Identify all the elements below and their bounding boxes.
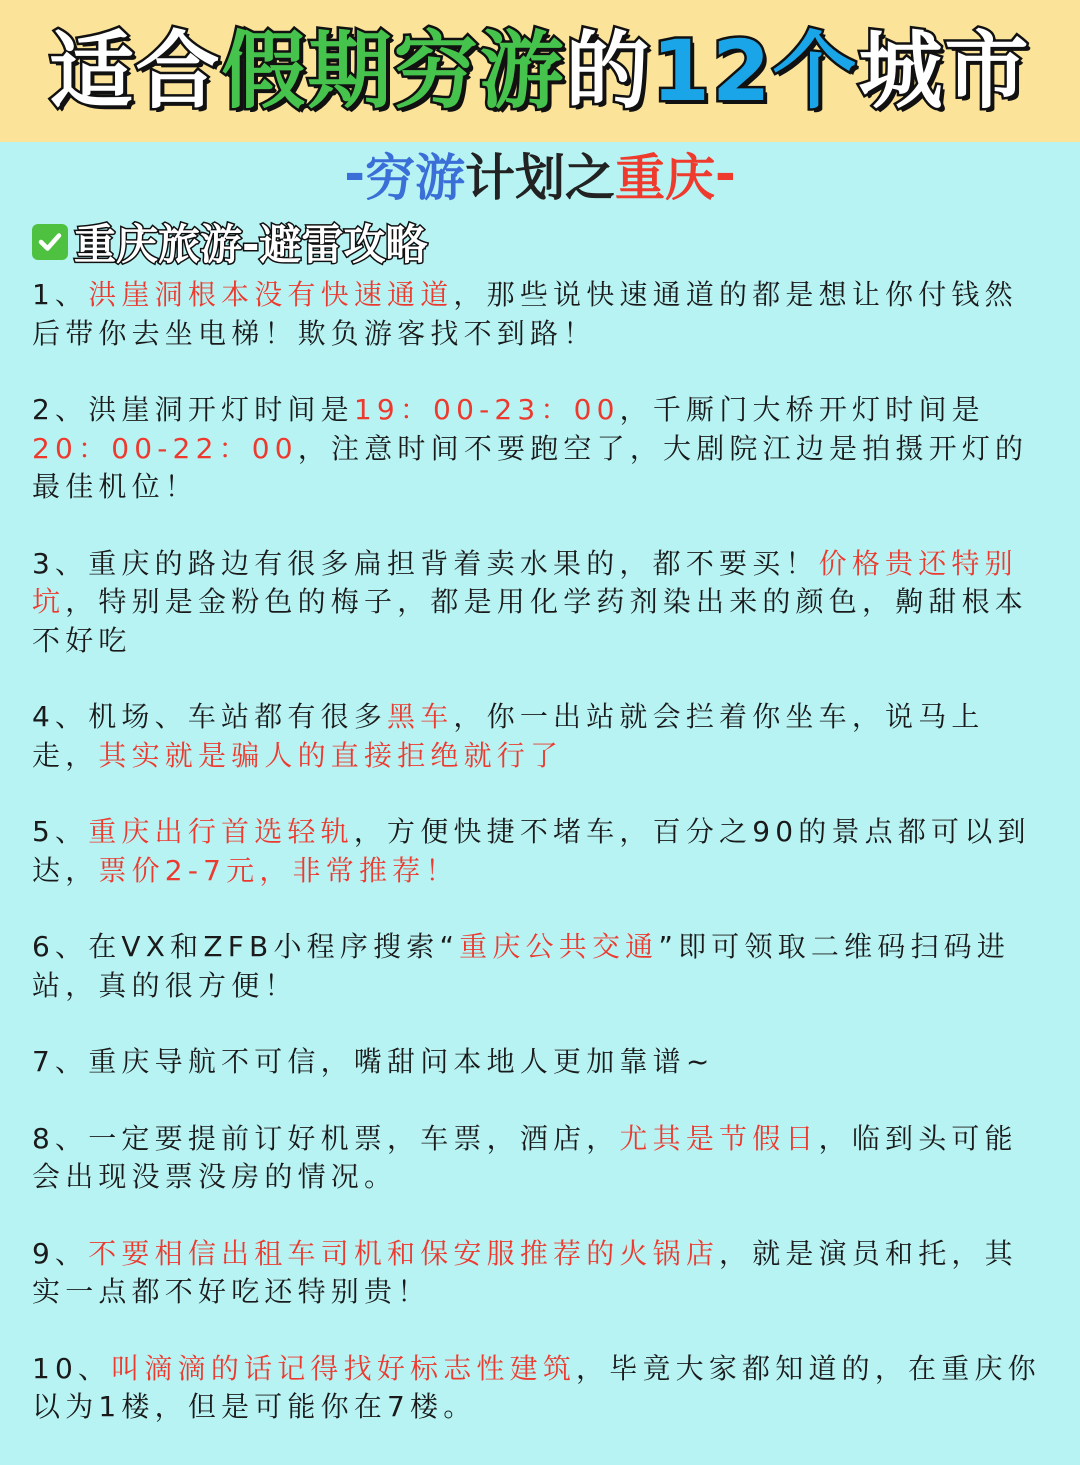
tip-highlight: 叫滴滴的话记得找好标志性建筑 (111, 1351, 577, 1385)
tip-highlight: 票价2-7元，非常推荐！ (98, 853, 459, 887)
title-banner (0, 0, 1080, 142)
tip-highlight: 20：00-22：00 (32, 431, 298, 465)
tip-text: 8、一定要提前订好机票，车票，酒店， (32, 1121, 620, 1155)
subtitle-dark-text: 计划之 (465, 149, 615, 207)
tip-highlight: 重庆出行首选轻轨 (88, 815, 354, 848)
tip-highlight: 19：00-23：00 (353, 393, 620, 426)
tip-item (32, 1235, 1042, 1312)
tip-text: 2、洪崖洞开灯时间是 (32, 393, 354, 426)
section-title: 重庆旅游-避雷攻略 (74, 220, 428, 269)
title-part-4: 12 (651, 22, 773, 120)
tip-highlight: 价格贵还特别坑 (32, 546, 1018, 618)
title-part-2: 假期穷游 (221, 22, 566, 120)
tip-item (32, 928, 1042, 1005)
tip-text: ，方便快捷不堵车，百分之90的景点都可以到达， (32, 815, 1031, 887)
tip-text: ”即可领取二维码扫码进站，真的很方便！ (32, 930, 1011, 1002)
tip-highlight: 不要相信出租车司机和保安服推荐的火锅店 (88, 1236, 720, 1270)
tip-text: ，临到头可能会出现没票没房的情况。 (32, 1121, 1018, 1193)
tip-highlight: 其实就是骗人的直接拒绝就行了 (98, 738, 564, 772)
title-part-1: 适合 (49, 22, 222, 120)
section-heading (32, 214, 427, 270)
tip-highlight: 黑车 (387, 700, 454, 733)
tip-text: 6、在VX和ZFB小程序搜索“ (32, 930, 460, 963)
page-title (49, 22, 1031, 120)
tip-text: 9、 (32, 1236, 89, 1270)
tip-item (32, 1043, 1042, 1082)
tip-item (32, 1120, 1042, 1197)
tip-text: ，特别是金粉色的梅子，都是用化学药剂染出来的颜色，齁甜根本不好吃 (32, 585, 1029, 657)
tip-text: ，千厮门大桥开灯时间是 (619, 393, 985, 426)
tip-text: ，毕竟大家都知道的，在重庆你以为1楼，但是可能你在7楼。 (32, 1351, 1041, 1423)
title-part-5: 个 (772, 22, 859, 120)
tip-item (32, 545, 1042, 661)
tip-text: 3、重庆的路边有很多扁担背着卖水果的，都不要买！ (32, 546, 819, 580)
tip-item (32, 276, 1042, 353)
tip-text: 10、 (32, 1351, 112, 1385)
tips-list (32, 276, 1042, 1465)
tip-highlight: 重庆公共交通 (459, 930, 659, 963)
check-icon (32, 224, 68, 260)
subtitle-dash-right: - (715, 145, 736, 203)
title-part-3: 的 (565, 22, 652, 120)
tip-highlight: 洪崖洞根本没有快速通道 (88, 278, 454, 311)
tip-highlight: 尤其是节假日 (619, 1121, 819, 1155)
tip-text: 5、 (32, 815, 89, 848)
tip-text: ，就是演员和托，其实一点都不好吃还特别贵！ (32, 1236, 1018, 1308)
subtitle-red-text: 重庆 (615, 149, 715, 207)
tip-text: ，注意时间不要跑空了，大剧院江边是拍摄开灯的最佳机位！ (32, 431, 1029, 503)
title-part-6: 城市 (858, 22, 1031, 120)
tip-text: 1、 (32, 278, 89, 311)
tip-item (32, 391, 1042, 507)
tip-text: 7、重庆导航不可信，嘴甜问本地人更加靠谱~ (32, 1045, 715, 1078)
tip-text: 4、机场、车站都有很多 (32, 700, 388, 733)
tip-text: ，那些说快速通道的都是想让你付钱然后带你去坐电梯！欺负游客找不到路！ (32, 278, 1018, 350)
tip-text: ，你一出站就会拦着你坐车，说马上走， (32, 700, 985, 772)
tip-item (32, 813, 1042, 890)
subtitle-blue-text: 穷游 (365, 149, 465, 207)
tip-item (32, 1350, 1042, 1427)
subtitle-dash-left: - (344, 145, 365, 203)
subtitle (0, 142, 1080, 206)
tip-item (32, 698, 1042, 775)
